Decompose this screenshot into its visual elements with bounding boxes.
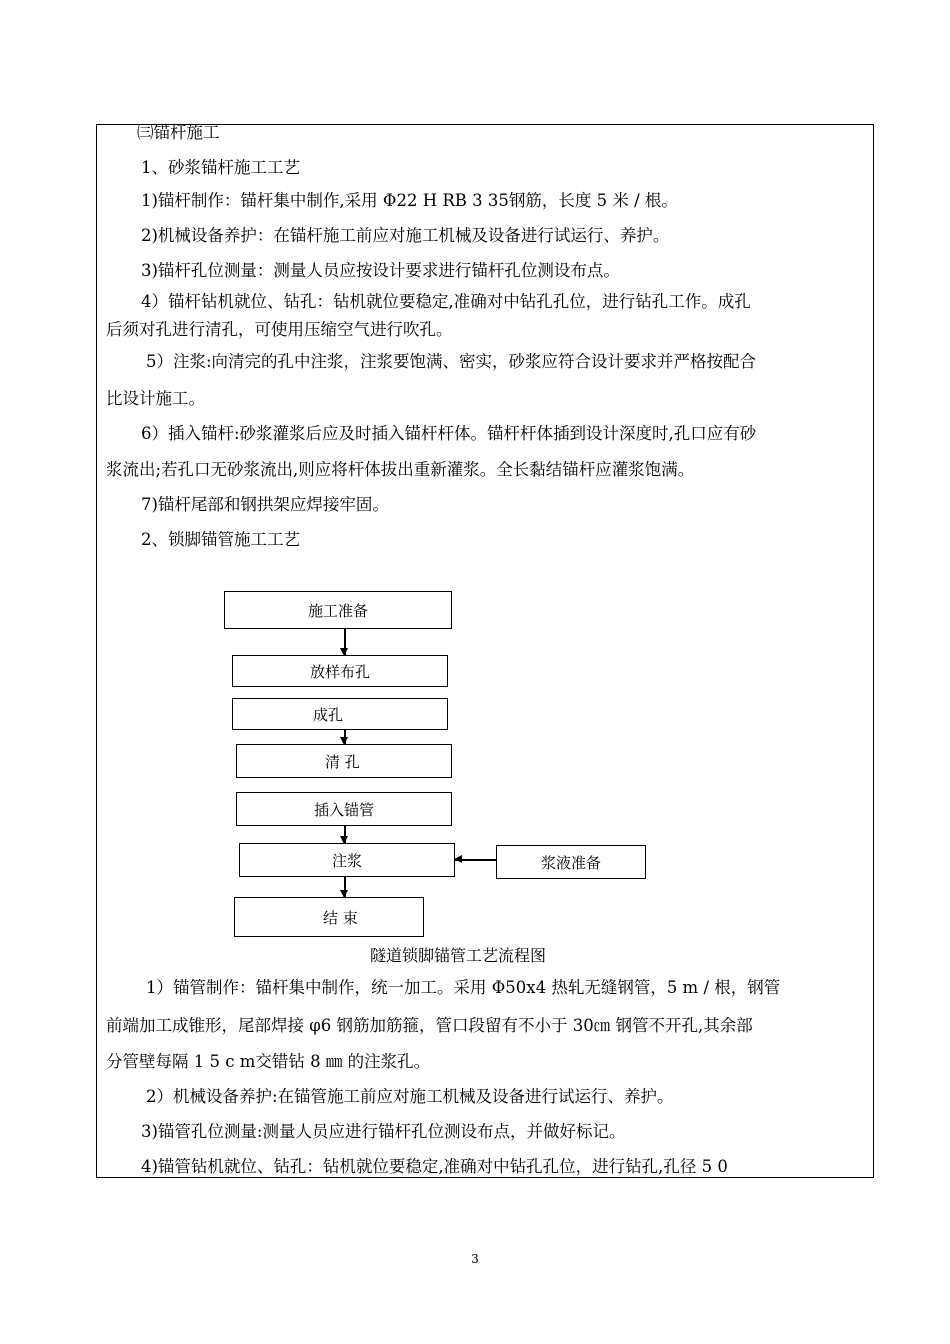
flow-step-drill: 成孔 bbox=[232, 698, 448, 730]
paragraph-line: 前端加工成锥形，尾部焊接 φ6 钢筋加筋箍，管口段留有不小于 30㎝ 钢管不开孔,其余部 bbox=[106, 1016, 753, 1035]
flow-step-layout-holes: 放样布孔 bbox=[232, 655, 448, 687]
paragraph-line: 4）锚杆钻机就位、钻孔：钻机就位要稳定,准确对中钻孔孔位，进行钻孔工作。成孔 bbox=[141, 292, 751, 311]
paragraph-line: 5）注浆:向清完的孔中注浆，注浆要饱满、密实，砂浆应符合设计要求并严格按配合 bbox=[146, 352, 757, 371]
paragraph-line: 后须对孔进行清孔，可使用压缩空气进行吹孔。 bbox=[106, 320, 453, 339]
paragraph-line: 7)锚杆尾部和钢拱架应焊接牢固。 bbox=[141, 495, 389, 514]
paragraph-line: 4)锚管钻机就位、钻孔：钻机就位要稳定,准确对中钻孔孔位，进行钻孔,孔径 5 0 bbox=[141, 1157, 728, 1176]
flow-arrow bbox=[344, 877, 346, 897]
subsection-heading: 1、砂浆锚杆施工工艺 bbox=[141, 158, 300, 177]
paragraph-line: 3)锚管孔位测量:测量人员应进行锚杆孔位测设布点，并做好标记。 bbox=[141, 1122, 626, 1141]
subsection-heading: 2、锁脚锚管施工工艺 bbox=[141, 530, 300, 549]
flow-step-prepare: 施工准备 bbox=[224, 591, 452, 629]
flow-step-insert-pipe: 插入锚管 bbox=[236, 792, 452, 826]
paragraph-line: 6）插入锚杆:砂浆灌浆后应及时插入锚杆杆体。锚杆杆体插到设计深度时,孔口应有砂 bbox=[141, 424, 757, 443]
paragraph-line: 浆流出;若孔口无砂浆流出,则应将杆体拔出重新灌浆。全长黏结锚杆应灌浆饱满。 bbox=[106, 460, 695, 479]
flow-step-grout: 注浆 bbox=[239, 843, 455, 877]
paragraph-line: 1）锚管制作：锚杆集中制作，统一加工。采用 Φ50x4 热轧无缝钢管，5 m / 根，钢管 bbox=[146, 978, 781, 997]
paragraph-line: 3)锚杆孔位测量：测量人员应按设计要求进行锚杆孔位测设布点。 bbox=[141, 261, 620, 280]
paragraph-line: 2)机械设备养护：在锚杆施工前应对施工机械及设备进行试运行、养护。 bbox=[141, 226, 670, 245]
flow-step-end: 结 束 bbox=[234, 897, 424, 937]
section-heading: ㈢锚杆施工 bbox=[137, 123, 220, 142]
page-number: 3 bbox=[471, 1252, 479, 1266]
paragraph-line: 分管壁每隔 1 5 c m交错钻 8 ㎜ 的注浆孔。 bbox=[106, 1052, 431, 1071]
flow-arrow bbox=[344, 730, 346, 744]
paragraph-line: 1)锚杆制作：锚杆集中制作,采用 Φ22 H RB 3 35钢筋，长度 5 米 / 根。 bbox=[141, 191, 678, 210]
flow-step-clean: 清 孔 bbox=[236, 744, 452, 778]
flow-arrow bbox=[344, 826, 346, 843]
flow-arrow-left bbox=[455, 859, 496, 861]
paragraph-line: 比设计施工。 bbox=[106, 389, 205, 408]
flowchart-caption: 隧道锁脚锚管工艺流程图 bbox=[370, 946, 547, 965]
flow-step-prepare-slurry: 浆液准备 bbox=[496, 845, 646, 879]
paragraph-line: 2）机械设备养护:在锚管施工前应对施工机械及设备进行试运行、养护。 bbox=[146, 1087, 674, 1106]
flow-arrow bbox=[344, 629, 346, 655]
